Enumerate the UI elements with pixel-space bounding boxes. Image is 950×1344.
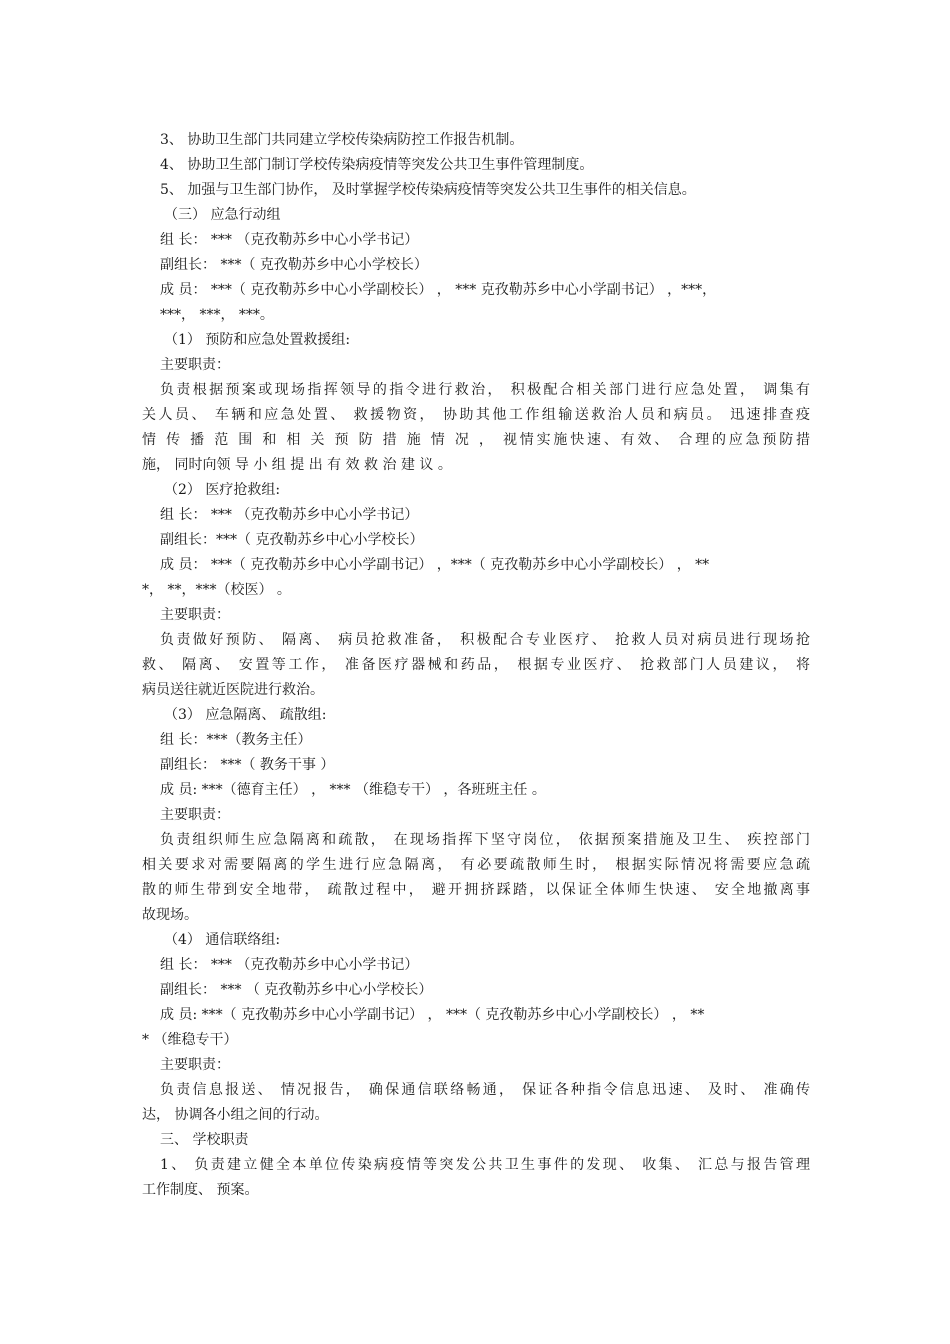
text-line: 病员送往就近医院进行救治。 [142,682,324,698]
text-line: 主要职责： [160,1057,230,1073]
text-line: 主要职责： [160,357,230,373]
text-line: 达， 协调各小组之间的行动。 [142,1107,329,1123]
text-line: 三、 学校职责 [160,1132,249,1148]
text-line: *， **，***（校医） 。 [142,582,291,598]
text-line: 负责做好预防、 隔离、 病员抢救准备， 积极配合专业医疗、 抢救人员对病员进行现场抢 [160,632,810,648]
text-line: 副组长： *** （ 克孜勒苏乡中心小学校长） [160,982,433,998]
text-line: （4） 通信联络组: [164,932,281,948]
text-line: （三） 应急行动组 [164,207,281,223]
text-line: 救、 隔离、 安置等工作， 准备医疗器械和药品， 根据专业医疗、 抢救部门人员建议， 将 [142,657,810,673]
text-line: 组 长： *** （克孜勒苏乡中心小学书记） [160,507,419,523]
text-line: 成 员： ***（ 克孜勒苏乡中心小学副校长） ， *** 克孜勒苏乡中心小学副书记） ，***， [160,282,717,298]
text-line: 关人员、 车辆和应急处置、 救援物资， 协助其他工作组输送救治人员和病员。 迅速排查疫 [142,407,810,423]
text-line: 负责根据预案或现场指挥领导的指令进行救治， 积极配合相关部门进行应急处置， 调集有 [160,382,810,398]
text-line: 4、 协助卫生部门制订学校传染病疫情等突发公共卫生事件管理制度。 [160,157,594,173]
text-line: 5、 加强与卫生部门协作， 及时掌握学校传染病疫情等突发公共卫生事件的相关信息。 [160,182,696,198]
text-line: 3、 协助卫生部门共同建立学校传染病防控工作报告机制。 [160,132,524,148]
text-line: 成 员: ***（德育主任） ， *** （维稳专干） ，各班班主任 。 [160,782,546,798]
text-line: 副组长： ***（ 教务干事 ） [160,757,335,773]
text-line: 副组长： ***（ 克孜勒苏乡中心小学校长） [160,257,428,273]
text-line: ***， ***， ***。 [160,307,274,323]
text-line: 副组长：***（ 克孜勒苏乡中心小学校长） [160,532,424,548]
text-line: 1、 负责建立健全本单位传染病疫情等突发公共卫生事件的发现、 收集、 汇总与报告管理 [160,1157,810,1173]
text-line: 成 员： ***（ 克孜勒苏乡中心小学副书记） ，***（ 克孜勒苏乡中心小学副校长） ， ** [160,557,710,573]
text-line: 故现场。 [142,907,198,923]
text-line: 散的师生带到安全地带， 疏散过程中， 避开拥挤踩踏，以保证全体师生快速、 安全地撤离事 [142,882,810,898]
text-line: 主要职责： [160,607,230,623]
text-line: 主要职责： [160,807,230,823]
text-line: 组 长：***（教务主任） [160,732,312,748]
document-body [142,128,810,1203]
text-line: （1） 预防和应急处置救援组: [164,332,351,348]
text-line: 施， 同时向领 导 小 组 提 出 有 效 救 治 建 议 。 [142,457,452,473]
text-line: （2） 医疗抢救组: [164,482,281,498]
text-line: 组 长： *** （克孜勒苏乡中心小学书记） [160,957,419,973]
text-line: 负责组织师生应急隔离和疏散， 在现场指挥下坚守岗位， 依据预案措施及卫生、 疾控部门 [160,832,810,848]
text-line: 负责信息报送、 情况报告， 确保通信联络畅通， 保证各种指令信息迅速、 及时、 准确传 [160,1082,810,1098]
text-line: 工作制度、 预案。 [142,1182,259,1198]
text-line: 相关要求对需要隔离的学生进行应急隔离， 有必要疏散师生时， 根据实际情况将需要应急疏 [142,857,810,873]
text-line: 组 长： *** （克孜勒苏乡中心小学书记） [160,232,419,248]
text-line: （3） 应急隔离、 疏散组: [164,707,327,723]
text-line: * （维稳专干） [142,1032,238,1048]
text-line: 情 传 播 范 围 和 相 关 预 防 措 施 情 况 ， 视情实施快速、有效、 合理的应急预防措 [142,432,810,448]
text-line: 成 员: ***（ 克孜勒苏乡中心小学副书记） ， ***（ 克孜勒苏乡中心小学副校长） ， ** [160,1007,705,1023]
